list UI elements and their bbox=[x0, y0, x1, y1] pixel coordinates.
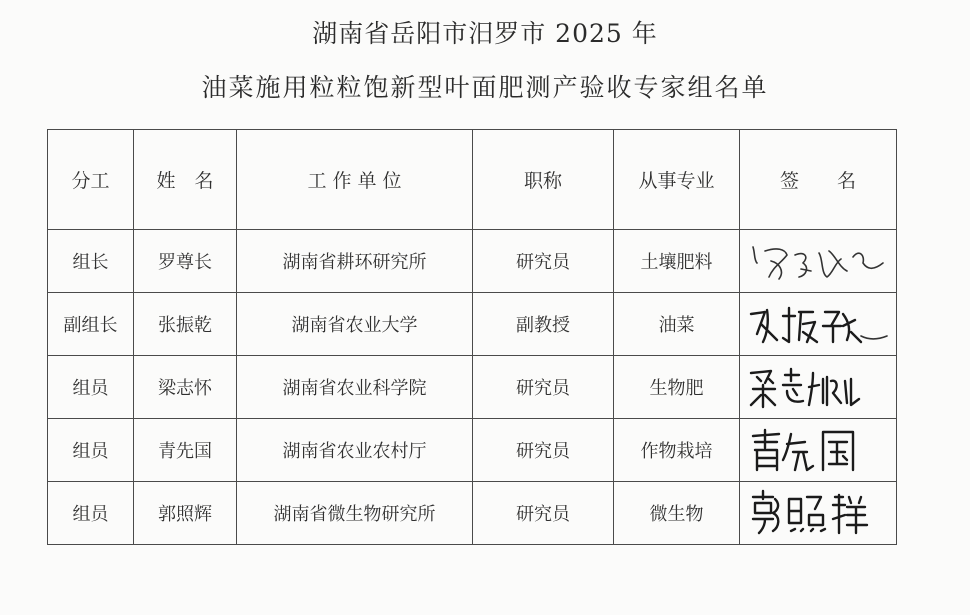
cell-name: 罗尊长 bbox=[134, 230, 237, 293]
cell-title: 研究员 bbox=[473, 419, 614, 482]
cell-role: 组员 bbox=[48, 419, 134, 482]
signature-cell bbox=[740, 482, 897, 545]
handwritten-signature bbox=[743, 296, 893, 352]
expert-roster-table bbox=[47, 129, 897, 545]
table-header-row bbox=[48, 130, 897, 230]
cell-field: 土壤肥料 bbox=[614, 230, 740, 293]
signature-cell bbox=[740, 356, 897, 419]
handwritten-signature bbox=[743, 422, 893, 478]
cell-unit: 湖南省农业科学院 bbox=[237, 356, 473, 419]
table-row bbox=[48, 356, 897, 419]
cell-field: 生物肥 bbox=[614, 356, 740, 419]
header-role: 分工 bbox=[48, 130, 134, 230]
cell-unit: 湖南省微生物研究所 bbox=[237, 482, 473, 545]
cell-unit: 湖南省农业大学 bbox=[237, 293, 473, 356]
cell-name: 郭照辉 bbox=[134, 482, 237, 545]
cell-field: 微生物 bbox=[614, 482, 740, 545]
cell-title: 副教授 bbox=[473, 293, 614, 356]
handwritten-signature bbox=[743, 233, 893, 289]
table-row bbox=[48, 230, 897, 293]
cell-field: 油菜 bbox=[614, 293, 740, 356]
header-title: 职称 bbox=[473, 130, 614, 230]
cell-title: 研究员 bbox=[473, 356, 614, 419]
cell-name: 张振乾 bbox=[134, 293, 237, 356]
header-unit: 工 作 单 位 bbox=[237, 130, 473, 230]
table-row bbox=[48, 293, 897, 356]
header-name: 姓 名 bbox=[134, 130, 237, 230]
table-row bbox=[48, 419, 897, 482]
document-title-line-1: 湖南省岳阳市汨罗市 2025 年 bbox=[312, 19, 658, 48]
cell-title: 研究员 bbox=[473, 482, 614, 545]
header-signature: 签 名 bbox=[740, 130, 897, 230]
table-row bbox=[48, 482, 897, 545]
cell-role: 组员 bbox=[48, 356, 134, 419]
cell-field: 作物栽培 bbox=[614, 419, 740, 482]
cell-role: 组长 bbox=[48, 230, 134, 293]
handwritten-signature bbox=[743, 485, 893, 541]
cell-unit: 湖南省农业农村厅 bbox=[237, 419, 473, 482]
cell-role: 组员 bbox=[48, 482, 134, 545]
cell-role: 副组长 bbox=[48, 293, 134, 356]
cell-name: 梁志怀 bbox=[134, 356, 237, 419]
cell-title: 研究员 bbox=[473, 230, 614, 293]
cell-unit: 湖南省耕环研究所 bbox=[237, 230, 473, 293]
signature-cell bbox=[740, 293, 897, 356]
handwritten-signature bbox=[743, 359, 893, 415]
header-field: 从事专业 bbox=[614, 130, 740, 230]
cell-name: 青先国 bbox=[134, 419, 237, 482]
signature-cell bbox=[740, 419, 897, 482]
document-title-line-2: 油菜施用粒粒饱新型叶面肥测产验收专家组名单 bbox=[201, 73, 769, 102]
signature-cell bbox=[740, 230, 897, 293]
